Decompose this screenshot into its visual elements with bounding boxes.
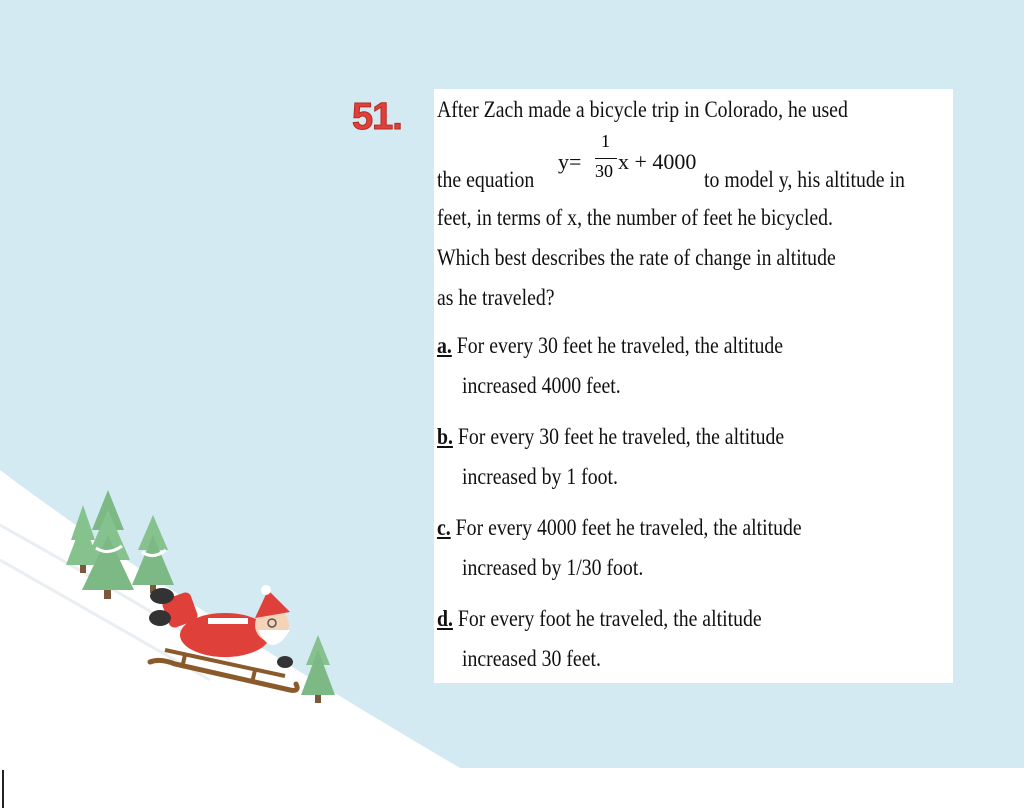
question-number: 51. xyxy=(352,96,402,138)
option-c-line1: For every 4000 feet he traveled, the altitude xyxy=(455,515,802,540)
option-c-line2: increased by 1/30 foot. xyxy=(462,555,644,580)
option-c-letter: c. xyxy=(437,515,451,540)
equation-fraction-numerator: 1 xyxy=(601,131,610,151)
question-stem-line-1: After Zach made a bicycle trip in Colorado, he used xyxy=(437,97,848,122)
pine-tree-icon xyxy=(132,515,174,593)
pine-tree-icon xyxy=(301,635,335,703)
question-stem-line-2-pre: the equation xyxy=(437,167,535,192)
option-b-line1: For every 30 feet he traveled, the altitude xyxy=(457,424,785,449)
option-d-line2: increased 30 feet. xyxy=(462,646,601,671)
question-stem-line-3: feet, in terms of x, the number of feet he bicycled. xyxy=(437,205,834,230)
question-stem-line-5: as he traveled? xyxy=(437,285,555,310)
option-a-letter: a. xyxy=(437,333,452,358)
option-a-line1: For every 30 feet he traveled, the altitude xyxy=(456,333,784,358)
equation-rest: x + 4000 xyxy=(618,149,697,174)
question-stem-line-2-post: to model y, his altitude in xyxy=(704,167,905,192)
option-b-line2: increased by 1 foot. xyxy=(462,464,618,489)
option-a-line2: increased 4000 feet. xyxy=(462,373,621,398)
equation-y: y= xyxy=(558,149,582,174)
question-card xyxy=(434,89,953,683)
option-d-letter: d. xyxy=(437,606,453,631)
question-stem-line-4: Which best describes the rate of change in altitude xyxy=(437,245,836,270)
bottom-bar xyxy=(0,768,1024,808)
equation-fraction-denominator: 30 xyxy=(595,161,613,181)
option-b-letter: b. xyxy=(437,424,453,449)
equation-fraction-bar xyxy=(595,158,617,159)
option-d-line1: For every foot he traveled, the altitude xyxy=(457,606,762,631)
text-cursor xyxy=(2,770,4,808)
